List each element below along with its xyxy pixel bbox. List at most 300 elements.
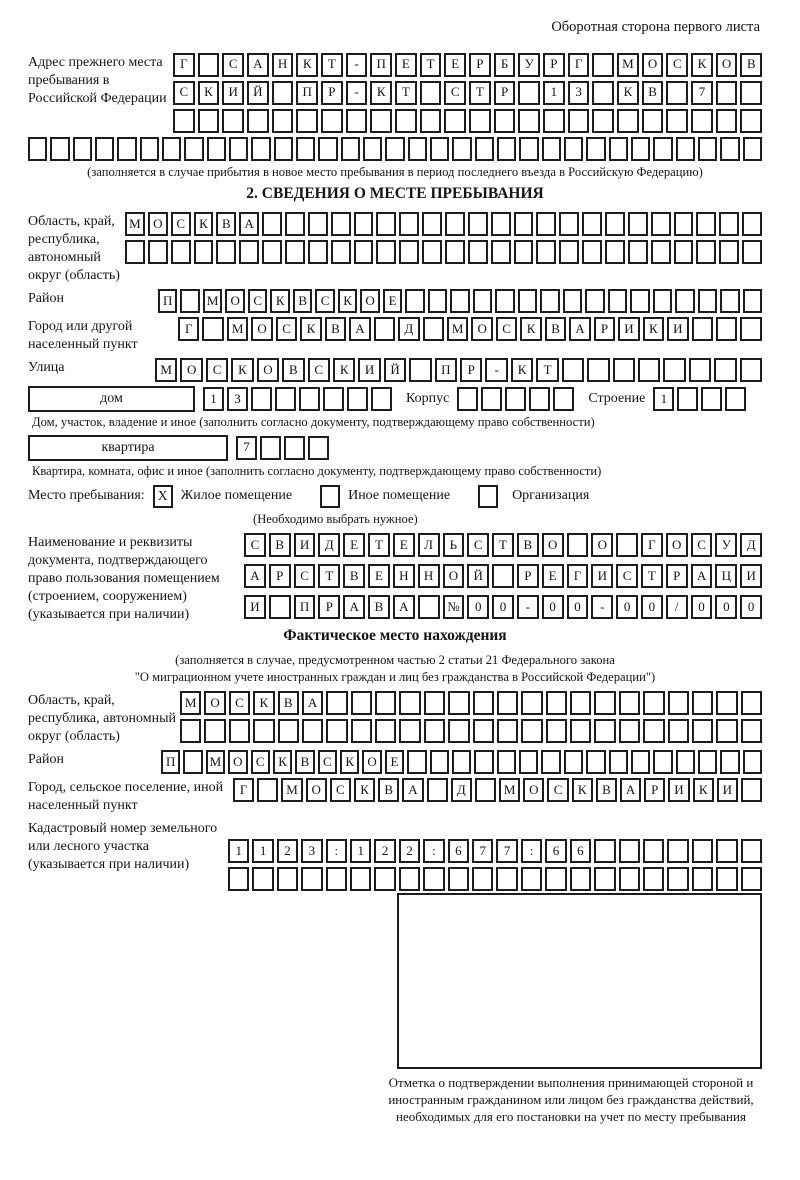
char-cell [586, 750, 605, 774]
char-cell [674, 240, 694, 264]
char-cell [653, 750, 672, 774]
char-cell [491, 212, 511, 236]
char-cell: И [358, 358, 380, 382]
char-cell: Р [318, 595, 340, 619]
char-cell: 2 [399, 839, 420, 863]
char-cell: О [148, 212, 168, 236]
city-label: Город или другой населенный пункт [28, 319, 138, 353]
cadastral-block [28, 819, 762, 891]
char-cell [173, 109, 195, 133]
cadastral-grid-row-2 [228, 867, 762, 891]
char-cell [469, 109, 491, 133]
char-cell: Т [469, 81, 491, 105]
char-cell: А [569, 317, 590, 341]
stay-type-label: Место пребывания: [28, 488, 145, 504]
char-cell: А [247, 53, 269, 77]
char-cell [204, 719, 225, 743]
char-cell: Р [517, 564, 539, 588]
char-cell: О [716, 53, 738, 77]
prev-address-note: (заполняется в случае прибытия в новое место пребывания в период последнего въезда в Российскую Федерацию) [87, 164, 703, 179]
char-cell: Р [666, 564, 688, 588]
char-cell [405, 289, 424, 313]
char-cell [741, 719, 762, 743]
char-cell: К [333, 358, 355, 382]
char-cell: О [666, 533, 688, 557]
char-cell [351, 691, 372, 715]
char-cell [473, 719, 494, 743]
house-note: Дом, участок, владение и иное (заполнить согласно документу, подтверждающему право собственности) [32, 415, 595, 430]
char-cell [643, 867, 664, 891]
char-cell [495, 289, 514, 313]
char-cell [674, 212, 694, 236]
char-cell: Д [451, 778, 472, 802]
char-cell: С [251, 750, 270, 774]
char-cell [692, 839, 713, 863]
char-cell [540, 289, 559, 313]
char-cell [422, 212, 442, 236]
prev-address-grid-row-3 [173, 109, 762, 133]
char-cell [497, 750, 516, 774]
char-cell: О [228, 750, 247, 774]
char-cell [716, 867, 737, 891]
actual-city-label: Город, сельское поселение, иной населенный пункт [28, 780, 224, 814]
char-cell: П [294, 595, 316, 619]
document-block [28, 533, 762, 624]
char-cell [536, 240, 556, 264]
char-cell [570, 691, 591, 715]
char-cell [719, 240, 739, 264]
char-cell [198, 53, 220, 77]
char-cell: В [293, 289, 312, 313]
char-cell [444, 109, 466, 133]
char-cell: 1 [350, 839, 371, 863]
char-cell: Р [469, 53, 491, 77]
char-cell [594, 719, 615, 743]
char-cell [594, 839, 615, 863]
char-cell [326, 691, 347, 715]
char-cell: Г [173, 53, 195, 77]
char-cell [567, 533, 589, 557]
char-cell [519, 137, 538, 161]
char-cell: О [204, 691, 225, 715]
char-cell [445, 212, 465, 236]
char-cell [541, 750, 560, 774]
char-cell [430, 750, 449, 774]
char-cell [481, 387, 502, 411]
char-cell [543, 109, 565, 133]
char-cell [692, 691, 713, 715]
house-grid [203, 387, 392, 411]
char-cell [628, 240, 648, 264]
char-cell: С [294, 564, 316, 588]
char-cell [608, 289, 627, 313]
char-cell: П [158, 289, 177, 313]
char-cell [117, 137, 136, 161]
char-cell [666, 81, 688, 105]
char-cell [564, 750, 583, 774]
char-cell [28, 137, 47, 161]
char-cell: Т [492, 533, 514, 557]
char-cell: А [691, 564, 713, 588]
street-block [28, 358, 762, 382]
char-cell: К [354, 778, 375, 802]
char-cell: Н [393, 564, 415, 588]
char-cell: П [435, 358, 457, 382]
char-cell [125, 240, 145, 264]
char-cell: 0 [467, 595, 489, 619]
char-cell: К [617, 81, 639, 105]
char-cell: О [306, 778, 327, 802]
char-cell [698, 289, 717, 313]
char-cell: С [171, 212, 191, 236]
char-cell [542, 137, 561, 161]
char-cell [743, 750, 762, 774]
char-cell: М [206, 750, 225, 774]
char-cell: 0 [492, 595, 514, 619]
char-cell: Ь [443, 533, 465, 557]
checkbox-organization [478, 485, 498, 508]
char-cell [73, 137, 92, 161]
char-cell: И [717, 778, 738, 802]
char-cell [399, 719, 420, 743]
char-cell [326, 719, 347, 743]
char-cell [308, 212, 328, 236]
char-cell [448, 719, 469, 743]
prev-address-grid-row-2 [173, 81, 762, 105]
actual-district-grid [161, 750, 762, 774]
char-cell [277, 867, 298, 891]
char-cell: П [370, 53, 392, 77]
char-cell: Е [368, 564, 390, 588]
char-cell [592, 109, 614, 133]
char-cell: О [443, 564, 465, 588]
char-cell [553, 387, 574, 411]
char-cell: Р [543, 53, 565, 77]
char-cell: К [300, 317, 321, 341]
actual-location-title: Фактическое место нахождения [283, 627, 507, 645]
char-cell: К [296, 53, 318, 77]
char-cell [518, 81, 540, 105]
char-cell [262, 240, 282, 264]
char-cell [472, 867, 493, 891]
char-cell: В [740, 53, 762, 77]
char-cell [347, 387, 368, 411]
char-cell: Т [420, 53, 442, 77]
char-cell [180, 289, 199, 313]
char-cell: В [596, 778, 617, 802]
stay-option-other-premises: Иное помещение [348, 488, 451, 504]
char-cell [272, 81, 294, 105]
korpus-grid [457, 387, 574, 411]
char-cell: 3 [227, 387, 248, 411]
char-cell [594, 867, 615, 891]
char-cell: Е [542, 564, 564, 588]
char-cell [491, 240, 511, 264]
char-cell [475, 778, 496, 802]
char-cell: Й [467, 564, 489, 588]
char-cell: О [642, 53, 664, 77]
char-cell [296, 137, 315, 161]
char-cell [308, 240, 328, 264]
char-cell [698, 137, 717, 161]
char-cell: : [326, 839, 347, 863]
char-cell: К [338, 289, 357, 313]
actual-region-label: Область, край, республика, автономный округ (область) [28, 693, 177, 745]
char-cell: Р [460, 358, 482, 382]
char-cell [741, 867, 762, 891]
char-cell: В [282, 358, 304, 382]
char-cell: - [591, 595, 613, 619]
char-cell [408, 137, 427, 161]
char-cell [529, 387, 550, 411]
city-block [28, 317, 762, 354]
char-cell [427, 778, 448, 802]
char-cell [592, 53, 614, 77]
char-cell: 6 [570, 839, 591, 863]
char-cell: 1 [203, 387, 224, 411]
char-cell [740, 81, 762, 105]
char-cell [613, 358, 635, 382]
char-cell [492, 564, 514, 588]
char-cell: О [471, 317, 492, 341]
char-cell [651, 240, 671, 264]
char-cell [409, 358, 431, 382]
char-cell: 0 [715, 595, 737, 619]
char-cell [720, 750, 739, 774]
char-cell: А [402, 778, 423, 802]
char-cell: А [620, 778, 641, 802]
char-cell: М [180, 691, 201, 715]
char-cell: Р [494, 81, 516, 105]
char-cell: 7 [691, 81, 713, 105]
char-cell [468, 240, 488, 264]
char-cell: 7 [496, 839, 517, 863]
cadastral-grid-row-1 [228, 839, 762, 863]
actual-city-block [28, 778, 762, 815]
char-cell [445, 240, 465, 264]
char-cell [239, 240, 259, 264]
char-cell [301, 867, 322, 891]
char-cell [716, 719, 737, 743]
char-cell [424, 719, 445, 743]
char-cell: С [248, 289, 267, 313]
char-cell: Т [318, 564, 340, 588]
char-cell: С [496, 317, 517, 341]
char-cell: В [368, 595, 390, 619]
char-cell [619, 867, 640, 891]
prev-address-label: Адрес прежнего места пребывания в Российской Федерации [28, 54, 167, 106]
char-cell: Р [269, 564, 291, 588]
char-cell [284, 436, 305, 460]
char-cell: С [222, 53, 244, 77]
char-cell: 2 [374, 839, 395, 863]
char-cell: В [295, 750, 314, 774]
char-cell: А [343, 595, 365, 619]
char-cell: В [343, 564, 365, 588]
char-cell: 1 [653, 387, 674, 411]
char-cell [691, 109, 713, 133]
char-cell [299, 387, 320, 411]
char-cell: К [520, 317, 541, 341]
char-cell: Т [641, 564, 663, 588]
char-cell: П [161, 750, 180, 774]
char-cell [496, 867, 517, 891]
char-cell: М [617, 53, 639, 77]
char-cell [272, 109, 294, 133]
char-cell [376, 240, 396, 264]
char-cell [251, 137, 270, 161]
actual-region-grid-row-2 [180, 719, 762, 743]
char-cell: В [216, 212, 236, 236]
char-cell [743, 289, 762, 313]
char-cell [418, 595, 440, 619]
char-cell: М [447, 317, 468, 341]
actual-region-grid-row-1 [180, 691, 762, 715]
char-cell [692, 719, 713, 743]
char-cell: О [225, 289, 244, 313]
actual-district-label: Район [28, 752, 64, 768]
char-cell [140, 137, 159, 161]
char-cell: Е [444, 53, 466, 77]
char-cell: В [642, 81, 664, 105]
char-cell [475, 137, 494, 161]
char-cell [546, 691, 567, 715]
char-cell [285, 240, 305, 264]
char-cell: А [349, 317, 370, 341]
char-cell [302, 719, 323, 743]
char-cell: К [198, 81, 220, 105]
char-cell: И [244, 595, 266, 619]
char-cell: К [511, 358, 533, 382]
char-cell [375, 691, 396, 715]
char-cell [420, 109, 442, 133]
char-cell [568, 109, 590, 133]
char-cell: О [257, 358, 279, 382]
char-cell: Е [393, 533, 415, 557]
char-cell: К [273, 750, 292, 774]
char-cell [308, 436, 329, 460]
char-cell: И [668, 778, 689, 802]
char-cell [50, 137, 69, 161]
char-cell [741, 691, 762, 715]
char-cell: А [302, 691, 323, 715]
char-cell [676, 750, 695, 774]
char-cell: Й [247, 81, 269, 105]
char-cell: Д [398, 317, 419, 341]
char-cell [285, 212, 305, 236]
char-cell [586, 137, 605, 161]
char-cell [354, 240, 374, 264]
char-cell [630, 289, 649, 313]
document-grid-row-1 [244, 533, 762, 559]
char-cell [222, 109, 244, 133]
char-cell [274, 137, 293, 161]
char-cell: - [485, 358, 507, 382]
char-cell [207, 137, 226, 161]
apartment-grid [236, 436, 329, 460]
char-cell [741, 839, 762, 863]
char-cell [202, 317, 223, 341]
char-cell [619, 839, 640, 863]
char-cell [428, 289, 447, 313]
char-cell: О [362, 750, 381, 774]
char-cell: С [308, 358, 330, 382]
char-cell: У [518, 53, 540, 77]
char-cell [497, 719, 518, 743]
char-cell [585, 289, 604, 313]
char-cell [371, 387, 392, 411]
char-cell: В [545, 317, 566, 341]
city-grid [178, 317, 762, 341]
stay-type-note: (Необходимо выбрать нужное) [253, 512, 418, 527]
char-cell [631, 750, 650, 774]
stamp-box [397, 893, 762, 1069]
cadastral-label: Кадастровый номер земельного или лесного участка (указывается при наличии) [28, 821, 218, 873]
apartment-row [28, 435, 762, 461]
prev-address-grid-row-4 [28, 137, 762, 161]
char-cell [262, 212, 282, 236]
char-cell [605, 240, 625, 264]
char-cell [696, 212, 716, 236]
char-cell [570, 867, 591, 891]
char-cell [692, 317, 713, 341]
char-cell [354, 212, 374, 236]
char-cell: К [691, 53, 713, 77]
char-cell [716, 691, 737, 715]
char-cell [514, 212, 534, 236]
char-cell [184, 137, 203, 161]
char-cell [180, 719, 201, 743]
stroenie-grid [653, 387, 746, 411]
char-cell [399, 240, 419, 264]
char-cell: С [666, 53, 688, 77]
char-cell: С [616, 564, 638, 588]
char-cell: А [239, 212, 259, 236]
district-grid [158, 289, 762, 313]
char-cell: К [643, 317, 664, 341]
char-cell: В [325, 317, 346, 341]
street-label: Улица [28, 360, 65, 376]
region-grid-row-2 [125, 240, 762, 264]
char-cell [331, 212, 351, 236]
char-cell [719, 212, 739, 236]
char-cell [582, 240, 602, 264]
char-cell: М [227, 317, 248, 341]
house-row [28, 386, 762, 412]
char-cell [521, 867, 542, 891]
char-cell: 0 [641, 595, 663, 619]
char-cell: № [443, 595, 465, 619]
char-cell: У [715, 533, 737, 557]
char-cell [260, 436, 281, 460]
char-cell [559, 240, 579, 264]
char-cell: К [572, 778, 593, 802]
char-cell [742, 240, 762, 264]
char-cell: : [423, 839, 444, 863]
char-cell: : [521, 839, 542, 863]
char-cell [350, 867, 371, 891]
char-cell [420, 81, 442, 105]
char-cell [253, 719, 274, 743]
char-cell [346, 109, 368, 133]
char-cell [592, 81, 614, 105]
actual-region-block [28, 691, 762, 746]
char-cell: М [281, 778, 302, 802]
char-cell [643, 691, 664, 715]
char-cell: М [499, 778, 520, 802]
char-cell [675, 289, 694, 313]
char-cell: В [378, 778, 399, 802]
